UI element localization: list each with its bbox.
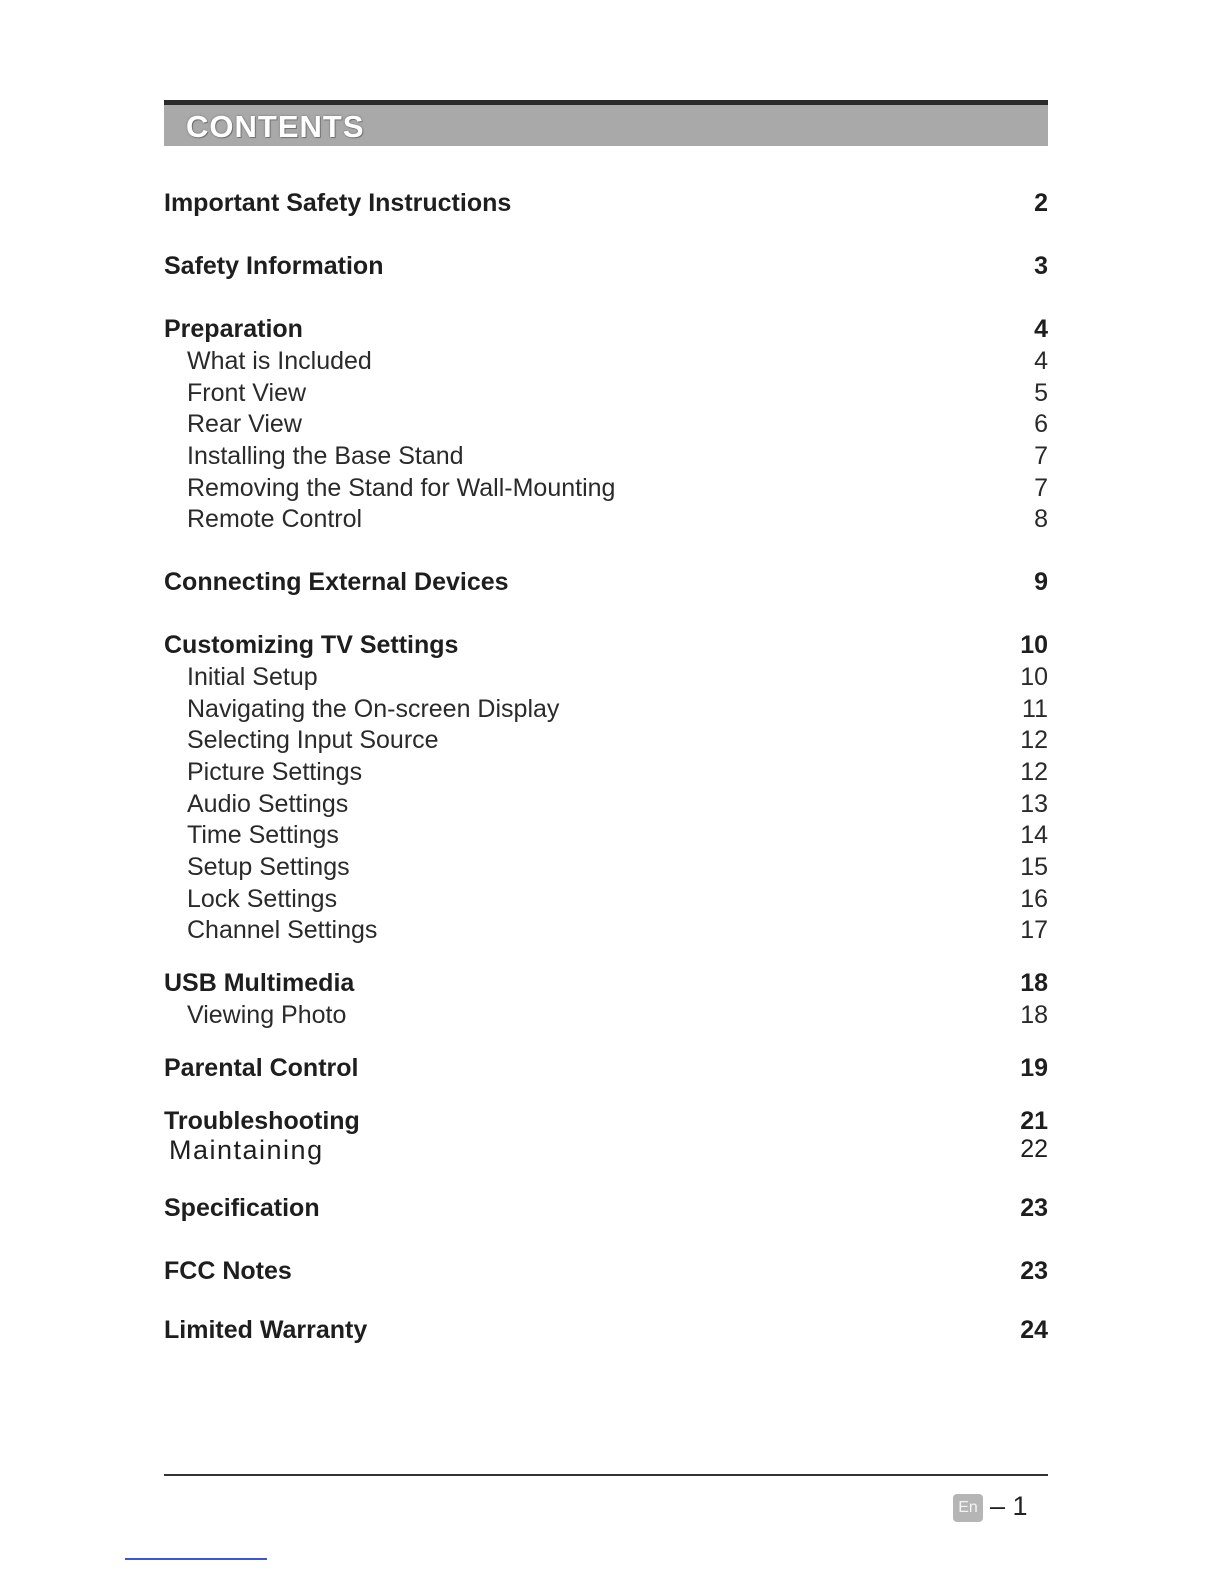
- toc-entry-connecting-external-devices[interactable]: [164, 568, 1048, 600]
- toc-entry-navigating-osd[interactable]: [164, 695, 1048, 727]
- toc-entry-label: FCC Notes: [164, 1257, 292, 1285]
- toc-entry-label: Maintaining: [169, 1135, 324, 1165]
- toc-entry-initial-setup[interactable]: [164, 663, 1048, 695]
- bottom-link-underline: [125, 1558, 267, 1560]
- toc-entry-label: Removing the Stand for Wall-Mounting: [187, 474, 616, 502]
- toc-entry-page: 10: [1020, 663, 1048, 691]
- toc-entry-page: 15: [1020, 853, 1048, 881]
- page-number: – 1: [990, 1491, 1028, 1521]
- toc-entry-label: Initial Setup: [187, 663, 318, 691]
- toc-entry-label: Navigating the On-screen Display: [187, 695, 560, 723]
- contents-header-bar: [164, 100, 1048, 146]
- toc-entry-rear-view[interactable]: [164, 410, 1048, 442]
- toc-entry-page: 4: [1034, 347, 1048, 375]
- toc-entry-selecting-input-source[interactable]: [164, 726, 1048, 758]
- toc-entry-page: 23: [1020, 1194, 1048, 1222]
- toc-entry-page: 24: [1020, 1316, 1048, 1344]
- toc-entry-label: Troubleshooting: [164, 1107, 360, 1135]
- toc-entry-label: Selecting Input Source: [187, 726, 439, 754]
- toc-entry-time-settings[interactable]: [164, 821, 1048, 853]
- toc-entry-page: 9: [1034, 568, 1048, 596]
- toc-entry-page: 3: [1034, 252, 1048, 280]
- toc-entry-parental-control[interactable]: [164, 1054, 1048, 1086]
- toc-entry-preparation[interactable]: [164, 315, 1048, 347]
- toc-entry-page: 12: [1020, 758, 1048, 786]
- toc-entry-label: Customizing TV Settings: [164, 631, 459, 659]
- toc-entry-customizing-tv-settings[interactable]: [164, 631, 1048, 663]
- toc-entry-lock-settings[interactable]: [164, 885, 1048, 917]
- toc-entry-label: Important Safety Instructions: [164, 189, 512, 217]
- toc-entry-specification[interactable]: [164, 1194, 1048, 1226]
- toc-entry-page: 13: [1020, 790, 1048, 818]
- toc-entry-fcc-notes[interactable]: [164, 1257, 1048, 1289]
- toc-entry-label: Remote Control: [187, 505, 363, 533]
- toc-entry-viewing-photo[interactable]: [164, 1001, 1048, 1033]
- toc-entry-label: Channel Settings: [187, 916, 378, 944]
- toc-entry-label: What is Included: [187, 347, 372, 375]
- toc-entry-page: 11: [1022, 695, 1048, 723]
- toc-entry-page: 7: [1034, 442, 1048, 470]
- toc-entry-label: Audio Settings: [187, 790, 349, 818]
- contents-title: CONTENTS: [186, 109, 365, 144]
- toc-entry-limited-warranty[interactable]: [164, 1316, 1048, 1348]
- toc-entry-remote-control[interactable]: [164, 505, 1048, 537]
- toc-entry-safety-information[interactable]: [164, 252, 1048, 284]
- toc-entry-label: Lock Settings: [187, 885, 338, 913]
- toc-entry-page: 10: [1020, 631, 1048, 659]
- toc-entry-page: 5: [1034, 379, 1048, 407]
- toc-entry-label: Picture Settings: [187, 758, 363, 786]
- language-badge: En: [953, 1494, 983, 1522]
- toc-entry-page: 7: [1034, 474, 1048, 502]
- toc-entry-page: 6: [1034, 410, 1048, 438]
- toc-entry-page: 2: [1034, 189, 1048, 217]
- toc-entry-removing-stand[interactable]: [164, 474, 1048, 506]
- toc-entry-label: Connecting External Devices: [164, 568, 509, 596]
- toc-entry-usb-multimedia[interactable]: [164, 969, 1048, 1001]
- toc-entry-important-safety-instructions[interactable]: [164, 189, 1048, 221]
- toc-entry-label: Viewing Photo: [187, 1001, 347, 1029]
- toc-entry-label: Rear View: [187, 410, 302, 438]
- toc-entry-page: 23: [1020, 1257, 1048, 1285]
- toc-entry-label: Parental Control: [164, 1054, 359, 1082]
- toc-entry-page: 8: [1034, 505, 1048, 533]
- toc-entry-page: 17: [1020, 916, 1048, 944]
- toc-entry-label: Time Settings: [187, 821, 339, 849]
- toc-entry-label: Setup Settings: [187, 853, 350, 881]
- toc-entry-audio-settings[interactable]: [164, 790, 1048, 822]
- toc-entry-label: Front View: [187, 379, 307, 407]
- toc-entry-label: Specification: [164, 1194, 320, 1222]
- toc-entry-maintaining[interactable]: [164, 1135, 1048, 1167]
- toc-entry-page: 14: [1020, 821, 1048, 849]
- toc-entry-label: Limited Warranty: [164, 1316, 368, 1344]
- toc-entry-page: 4: [1034, 315, 1048, 343]
- toc-entry-page: 21: [1020, 1107, 1048, 1135]
- toc-entry-label: Preparation: [164, 315, 303, 343]
- toc-entry-page: 18: [1020, 1001, 1048, 1029]
- toc-entry-what-is-included[interactable]: [164, 347, 1048, 379]
- toc-entry-channel-settings[interactable]: [164, 916, 1048, 948]
- toc-entry-page: 12: [1020, 726, 1048, 754]
- toc-entry-label: Installing the Base Stand: [187, 442, 464, 470]
- footer-divider: [164, 1474, 1048, 1476]
- toc-entry-label: Safety Information: [164, 252, 384, 280]
- toc-entry-picture-settings[interactable]: [164, 758, 1048, 790]
- toc-entry-installing-base-stand[interactable]: [164, 442, 1048, 474]
- toc-entry-setup-settings[interactable]: [164, 853, 1048, 885]
- toc-entry-page: 18: [1020, 969, 1048, 997]
- toc-entry-label: USB Multimedia: [164, 969, 355, 997]
- toc-entry-front-view[interactable]: [164, 379, 1048, 411]
- toc-entry-page: 19: [1020, 1054, 1048, 1082]
- toc-entry-page: 22: [1020, 1135, 1048, 1163]
- toc-entry-page: 16: [1020, 885, 1048, 913]
